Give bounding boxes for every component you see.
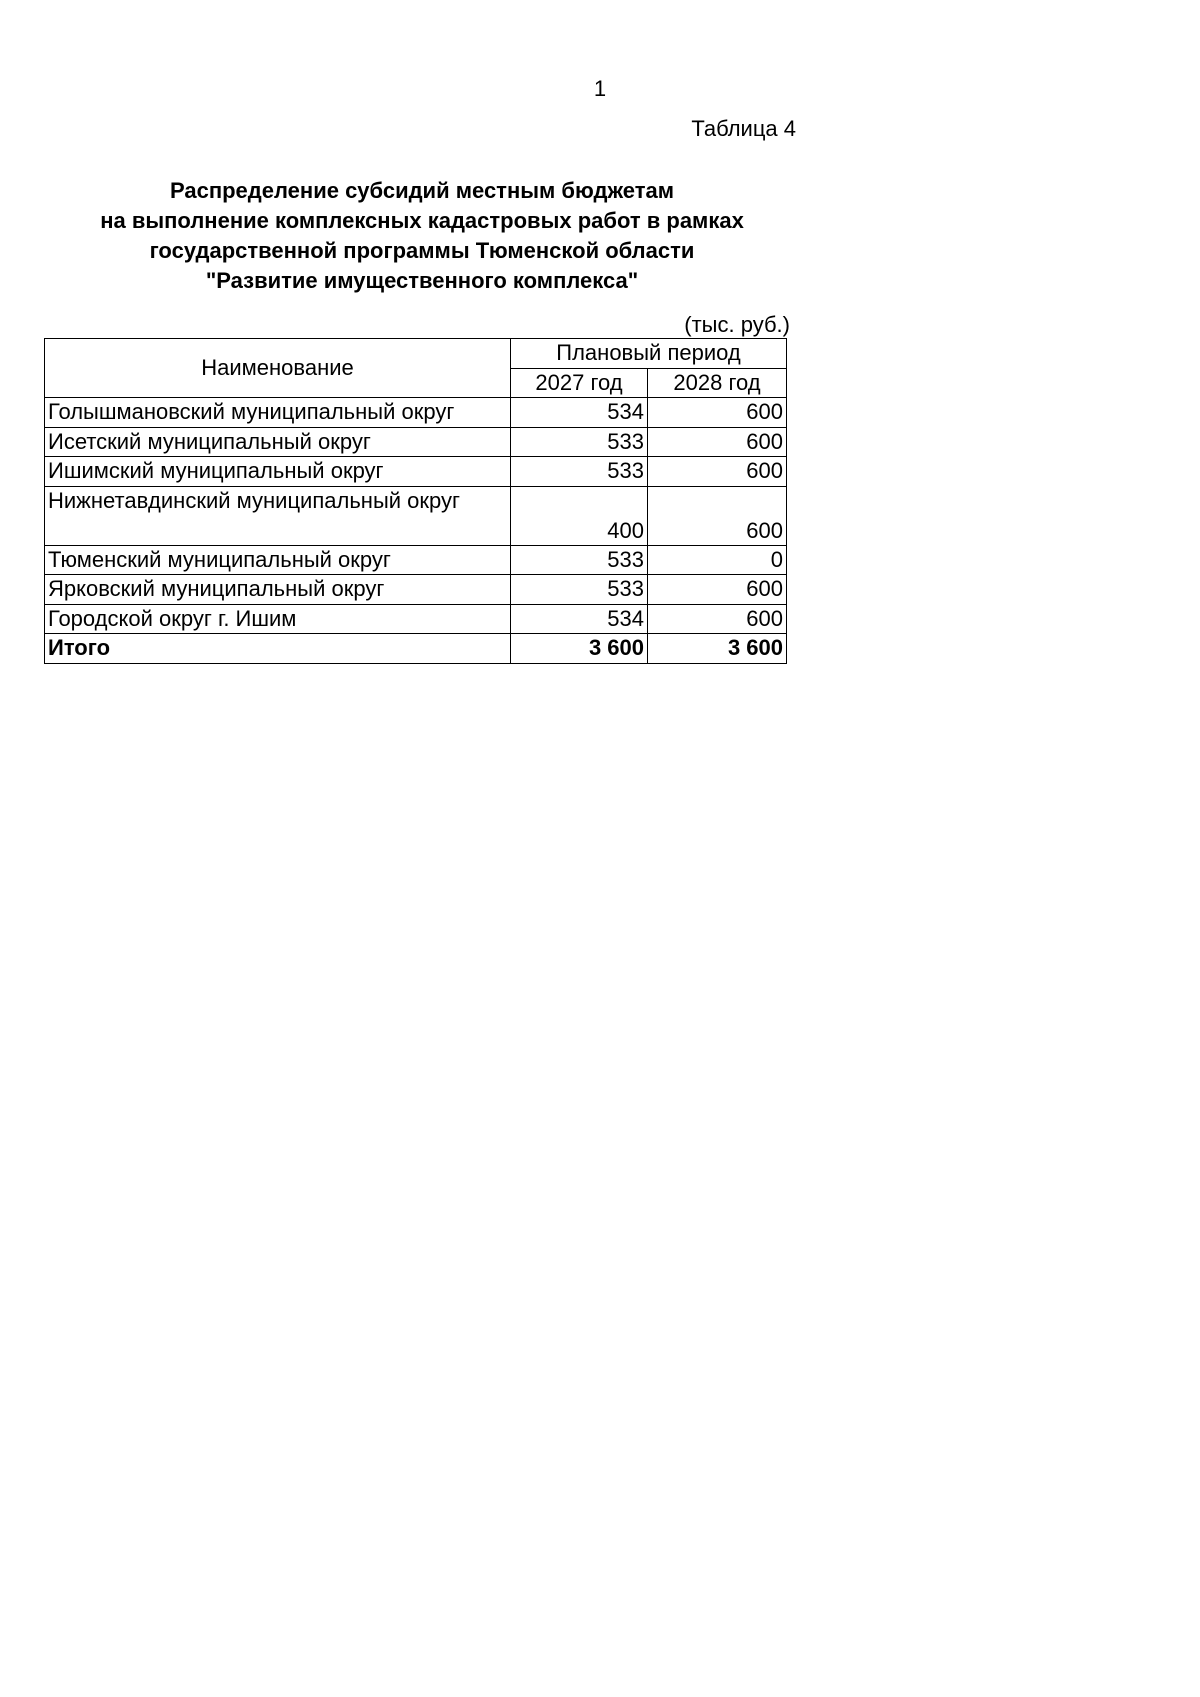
- row-value-2027: 400: [511, 486, 648, 545]
- row-value-2028: 600: [648, 486, 787, 545]
- page-number: 1: [593, 76, 607, 101]
- row-name: Тюменский муниципальный округ: [45, 545, 511, 575]
- total-row: [45, 634, 787, 664]
- row-value-2027: 533: [511, 545, 648, 575]
- document-title: [44, 176, 800, 296]
- row-name: Исетский муниципальный округ: [45, 427, 511, 457]
- row-name: Ишимский муниципальный округ: [45, 457, 511, 487]
- table-row: [45, 398, 787, 428]
- row-value-2028: 600: [648, 457, 787, 487]
- row-value-2027: 534: [511, 604, 648, 634]
- total-label: Итого: [45, 634, 511, 664]
- table-row: [45, 575, 787, 605]
- row-value-2027: 533: [511, 427, 648, 457]
- row-value-2027: 533: [511, 457, 648, 487]
- header-name: Наименование: [45, 339, 511, 398]
- table-reference: Таблица 4: [691, 116, 796, 141]
- header-year-2027: 2027 год: [511, 368, 648, 398]
- row-value-2028: 600: [648, 398, 787, 428]
- row-value-2027: 533: [511, 575, 648, 605]
- table-row: [45, 457, 787, 487]
- row-value-2028: 0: [648, 545, 787, 575]
- table-row: [45, 486, 787, 545]
- header-planned-period: Плановый период: [511, 339, 787, 369]
- title-line: на выполнение комплексных кадастровых работ в рамках: [100, 208, 744, 233]
- title-line: государственной программы Тюменской области: [149, 238, 695, 263]
- header-year-2028: 2028 год: [648, 368, 787, 398]
- title-line: Распределение субсидий местным бюджетам: [169, 178, 675, 203]
- row-value-2028: 600: [648, 427, 787, 457]
- row-name: Ярковский муниципальный округ: [45, 575, 511, 605]
- table-row: [45, 427, 787, 457]
- subsidy-table: [44, 338, 787, 664]
- row-name: Городской округ г. Ишим: [45, 604, 511, 634]
- row-value-2028: 600: [648, 575, 787, 605]
- total-value-2028: 3 600: [648, 634, 787, 664]
- row-value-2027: 534: [511, 398, 648, 428]
- title-line: "Развитие имущественного комплекса": [205, 268, 639, 293]
- units-label: (тыс. руб.): [684, 312, 790, 337]
- row-value-2028: 600: [648, 604, 787, 634]
- header-row: [45, 339, 787, 369]
- table-row: [45, 545, 787, 575]
- row-name: Нижнетавдинский муниципальный округ: [45, 486, 511, 545]
- row-name: Голышмановский муниципальный округ: [45, 398, 511, 428]
- total-value-2027: 3 600: [511, 634, 648, 664]
- table-row: [45, 604, 787, 634]
